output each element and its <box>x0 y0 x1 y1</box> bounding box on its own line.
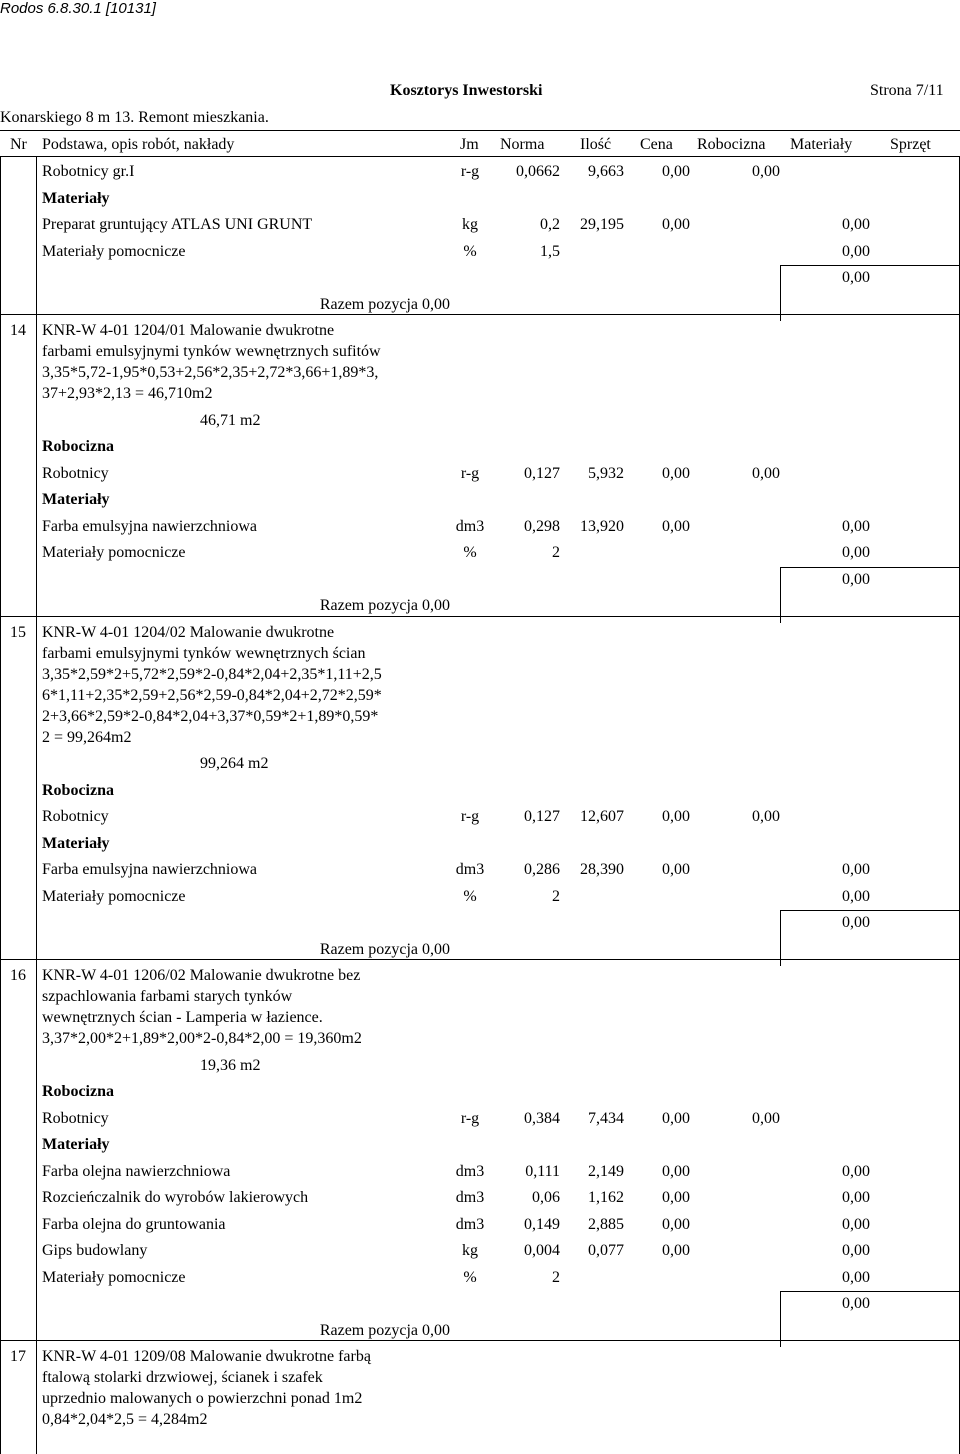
cell-norm: 0,298 <box>524 517 560 535</box>
cell-desc: Materiały <box>42 491 110 508</box>
cell-norm: 2 <box>552 1268 560 1286</box>
cell-mat: 0,00 <box>842 1215 870 1233</box>
position-total: Razem pozycja 0,00 <box>319 940 450 958</box>
cell-mat: 0,00 <box>842 517 870 535</box>
cell-price: 0,00 <box>662 517 690 535</box>
cell-desc: Farba emulsyjna nawierzchniowa <box>42 861 258 878</box>
cell-qty: 5,932 <box>588 464 624 482</box>
cell-unit: kg <box>462 1242 478 1259</box>
cell-qty: 0,077 <box>588 1242 624 1259</box>
cell-unit: r-g <box>460 1109 480 1127</box>
position-total: Razem pozycja 0,00 <box>319 1321 450 1339</box>
col-norm: Norma <box>500 136 545 153</box>
cell-desc: Robotnicy <box>42 1109 109 1127</box>
position-separator <box>0 314 960 315</box>
cell-desc: 2+3,66*2,59*2-0,84*2,04+3,37*0,59*2+1,89*0,59* <box>42 707 379 725</box>
cell-labor: 0,00 <box>752 1109 780 1127</box>
cell-norm: 1,5 <box>540 242 560 260</box>
cell-qty: 12,607 <box>580 808 624 825</box>
quantity-measure: 46,71 m2 <box>200 411 261 429</box>
project-address: Konarskiego 8 m 13. Remont mieszkania. <box>0 109 269 126</box>
cell-desc: Farba emulsyjna nawierzchniowa <box>42 517 258 535</box>
cell-desc: Materiały <box>42 189 110 207</box>
cell-nr: 14 <box>10 322 26 339</box>
cell-desc: Materiały pomocnicze <box>42 544 186 561</box>
cell-qty: 7,434 <box>588 1109 624 1127</box>
materials-sum-rule <box>780 1291 959 1292</box>
cell-desc: 6*1,11+2,35*2,59+2,56*2,59-0,84*2,04+2,72*2,59* <box>42 686 382 704</box>
cell-desc: KNR-W 4-01 1206/02 Malowanie dwukrotne bez <box>42 967 361 984</box>
cell-qty: 29,195 <box>580 216 624 233</box>
cell-mat: 0,00 <box>842 1295 870 1312</box>
report-title: Kosztorys Inwestorski <box>390 82 543 99</box>
cell-unit: r-g <box>460 808 480 825</box>
cell-desc: 0,84*2,04*2,5 = 4,284m2 <box>42 1411 208 1428</box>
cell-desc: 2 = 99,264m2 <box>42 728 132 746</box>
cell-desc: 3,37*2,00*2+1,89*2,00*2-0,84*2,00 = 19,360m2 <box>42 1030 362 1047</box>
cell-mat: 0,00 <box>842 216 870 233</box>
cell-mat: 0,00 <box>842 242 870 260</box>
col-labor: Robocizna <box>697 136 766 153</box>
page-number: Strona 7/11 <box>870 82 944 99</box>
materials-sum-rule <box>780 265 959 266</box>
cell-price: 0,00 <box>662 1162 690 1180</box>
cell-labor: 0,00 <box>752 163 780 180</box>
cell-labor: 0,00 <box>752 808 780 825</box>
cell-mat: 0,00 <box>842 1189 870 1206</box>
cell-norm: 0,127 <box>524 808 560 825</box>
left-border <box>0 156 1 1454</box>
col-price: Cena <box>640 136 673 153</box>
materials-sum-divider <box>780 1291 781 1347</box>
cell-desc: wewnętrznych ścian - Lamperia w łazience. <box>42 1009 323 1026</box>
cell-norm: 0,0662 <box>516 163 560 180</box>
col-equip: Sprzęt <box>890 136 931 153</box>
cell-mat: 0,00 <box>842 861 870 878</box>
position-separator <box>0 616 960 617</box>
col-qty: Ilość <box>580 136 612 153</box>
cell-desc: Farba olejna do gruntowania <box>42 1215 226 1233</box>
quantity-measure: 19,36 m2 <box>200 1056 261 1074</box>
cell-desc: farbami emulsyjnymi tynków wewnętrznych ścian <box>42 644 366 662</box>
cell-price: 0,00 <box>662 1215 690 1233</box>
cell-unit: dm3 <box>455 1215 485 1233</box>
cell-desc: Materiały <box>42 834 110 852</box>
cell-unit: kg <box>462 216 478 233</box>
cell-price: 0,00 <box>662 861 690 878</box>
cell-unit: % <box>463 544 477 561</box>
cell-unit: r-g <box>460 464 480 482</box>
cell-norm: 0,004 <box>524 1242 560 1259</box>
cell-desc: Materiały <box>42 1136 110 1153</box>
cell-price: 0,00 <box>662 216 690 233</box>
cell-norm: 2 <box>552 887 560 905</box>
cell-qty: 1,162 <box>588 1189 624 1206</box>
cell-qty: 9,663 <box>588 163 624 180</box>
cell-mat: 0,00 <box>842 1268 870 1286</box>
cell-norm: 0,2 <box>540 216 560 233</box>
cell-norm: 0,149 <box>524 1215 560 1233</box>
cell-nr: 17 <box>10 1348 26 1365</box>
cell-mat: 0,00 <box>842 570 870 588</box>
cell-unit: % <box>463 242 477 260</box>
cell-price: 0,00 <box>662 464 690 482</box>
cell-qty: 28,390 <box>580 861 624 878</box>
cell-desc: Robocizna <box>42 1083 114 1100</box>
cell-desc: farbami emulsyjnymi tynków wewnętrznych sufitów <box>42 343 381 360</box>
cell-desc: Rozcieńczalnik do wyrobów lakierowych <box>42 1189 309 1206</box>
cell-desc: Robotnicy <box>42 464 109 482</box>
cell-price: 0,00 <box>662 808 690 825</box>
position-total: Razem pozycja 0,00 <box>319 295 450 313</box>
cell-mat: 0,00 <box>842 887 870 905</box>
cell-qty: 13,920 <box>580 517 624 535</box>
col-unit: Jm <box>460 136 479 153</box>
cell-price: 0,00 <box>662 163 690 180</box>
nr-separator <box>36 156 37 1454</box>
cell-desc: szpachlowania farbami starych tynków <box>42 988 293 1005</box>
cell-desc: 3,35*5,72-1,95*0,53+2,56*2,35+2,72*3,66+1,89*3, <box>42 364 379 381</box>
cell-unit: dm3 <box>455 1189 485 1206</box>
cell-unit: % <box>463 1268 477 1286</box>
cell-desc: Gips budowlany <box>42 1242 148 1259</box>
cell-mat: 0,00 <box>842 544 870 561</box>
cell-unit: dm3 <box>455 1162 485 1180</box>
quantity-measure: 99,264 m2 <box>200 755 269 772</box>
materials-sum-rule <box>780 567 959 568</box>
cell-unit: dm3 <box>455 517 485 535</box>
cell-desc: Robotnicy <box>42 808 109 825</box>
cell-desc: KNR-W 4-01 1204/01 Malowanie dwukrotne <box>42 322 335 339</box>
materials-sum-rule <box>780 910 959 911</box>
position-separator <box>0 959 960 960</box>
cell-desc: KNR-W 4-01 1204/02 Malowanie dwukrotne <box>42 623 335 641</box>
cell-price: 0,00 <box>662 1242 690 1259</box>
cell-mat: 0,00 <box>842 914 870 931</box>
header-top-rule <box>0 130 960 131</box>
position-total: Razem pozycja 0,00 <box>319 597 450 614</box>
cell-desc: Materiały pomocnicze <box>42 242 186 260</box>
cell-desc: Preparat gruntujący ATLAS UNI GRUNT <box>42 216 313 233</box>
cell-mat: 0,00 <box>842 1162 870 1180</box>
cell-desc: Robocizna <box>42 781 114 799</box>
cell-desc: 37+2,93*2,13 = 46,710m2 <box>42 385 213 402</box>
cell-desc: Robotnicy gr.I <box>42 163 135 180</box>
cell-qty: 2,885 <box>588 1215 624 1233</box>
cell-labor: 0,00 <box>752 464 780 482</box>
cell-mat: 0,00 <box>842 269 870 286</box>
cell-unit: dm3 <box>455 861 485 878</box>
cell-nr: 15 <box>10 623 26 641</box>
cell-price: 0,00 <box>662 1189 690 1206</box>
cell-desc: uprzednio malowanych o powierzchni ponad 1m2 <box>42 1390 363 1407</box>
cell-norm: 0,384 <box>524 1109 560 1127</box>
header-bottom-rule <box>0 156 960 157</box>
col-mat: Materiały <box>790 136 853 153</box>
cell-norm: 0,06 <box>532 1189 560 1206</box>
cell-unit: % <box>463 887 477 905</box>
cell-desc: KNR-W 4-01 1209/08 Malowanie dwukrotne farbą <box>42 1348 371 1365</box>
col-nr: Nr <box>10 136 27 153</box>
cell-desc: Farba olejna nawierzchniowa <box>42 1162 231 1180</box>
materials-sum-divider <box>780 567 781 623</box>
cell-desc: ftalową stolarki drzwiowej, ścianek i szafek <box>42 1369 323 1386</box>
cell-price: 0,00 <box>662 1109 690 1127</box>
cell-desc: Robocizna <box>42 438 114 455</box>
cell-norm: 0,286 <box>524 861 560 878</box>
cell-desc: Materiały pomocnicze <box>42 1268 186 1286</box>
cell-mat: 0,00 <box>842 1242 870 1259</box>
col-desc: Podstawa, opis robót, nakłady <box>42 136 235 153</box>
materials-sum-divider <box>780 265 781 321</box>
cell-nr: 16 <box>10 967 26 984</box>
cell-unit: r-g <box>460 163 480 180</box>
position-separator <box>0 1340 960 1341</box>
cell-desc: 3,35*2,59*2+5,72*2,59*2-0,84*2,04+2,35*1,11+2,5 <box>42 665 382 683</box>
cell-norm: 2 <box>552 544 560 561</box>
cell-norm: 0,127 <box>524 464 560 482</box>
cell-qty: 2,149 <box>588 1162 624 1180</box>
cell-norm: 0,111 <box>525 1162 560 1180</box>
cell-desc: Materiały pomocnicze <box>42 887 186 905</box>
materials-sum-divider <box>780 910 781 966</box>
program-label: Rodos 6.8.30.1 [10131] <box>0 0 156 17</box>
